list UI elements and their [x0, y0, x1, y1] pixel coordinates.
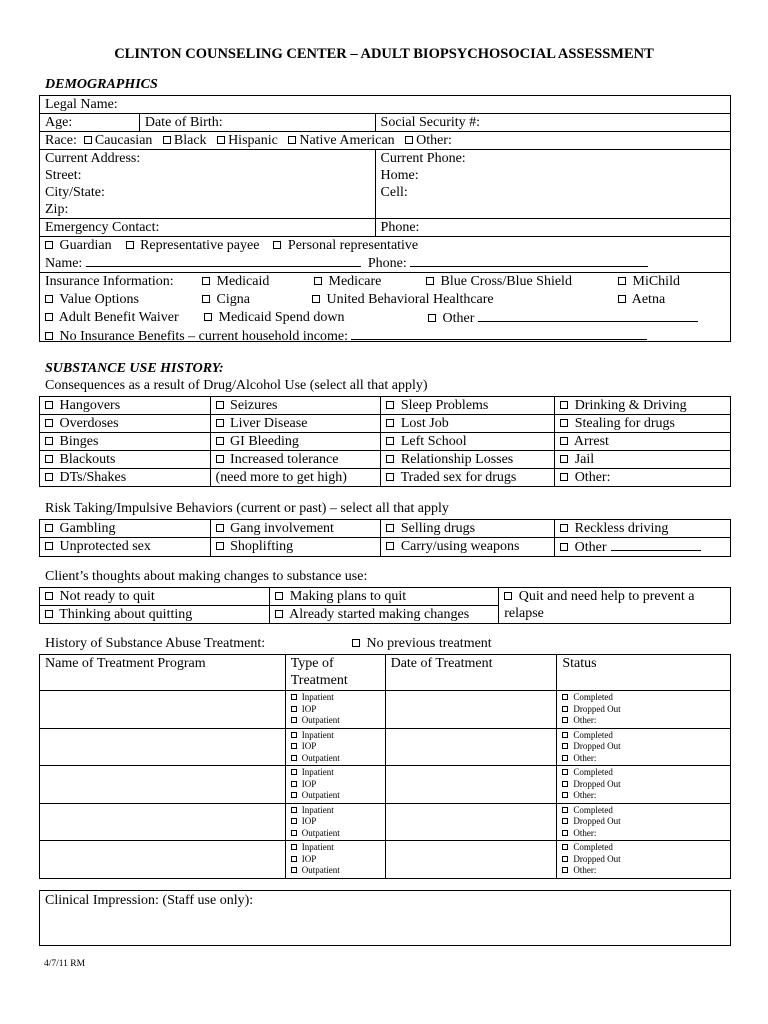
checkbox-icon	[562, 781, 568, 787]
consequence-option[interactable]: GI Bleeding	[210, 433, 381, 451]
treatment-status-option[interactable]: Other:	[562, 715, 725, 727]
treatment-type-cell	[285, 841, 385, 879]
checkbox-icon	[45, 419, 53, 427]
race-option[interactable]: Native American	[288, 133, 394, 148]
risk-option[interactable]: Selling drugs	[381, 520, 555, 538]
demographics-heading: DEMOGRAPHICS	[45, 77, 158, 92]
treatment-status-option[interactable]: Dropped Out	[562, 854, 725, 866]
treatment-date-cell[interactable]	[385, 691, 557, 729]
treatment-type-option[interactable]: Outpatient	[291, 715, 380, 727]
thought-option[interactable]: Already started making changes	[270, 606, 499, 624]
checkbox-icon	[126, 241, 134, 249]
treatment-type-option[interactable]: Outpatient	[291, 865, 380, 877]
treatment-type-option[interactable]: Outpatient	[291, 753, 380, 765]
treatment-status-option[interactable]: Completed	[562, 692, 725, 704]
treatment-status-option[interactable]: Completed	[562, 730, 725, 742]
checkbox-icon	[288, 136, 296, 144]
checkbox-icon	[291, 755, 297, 761]
checkbox-icon	[291, 856, 297, 862]
treatment-type-option[interactable]: IOP	[291, 704, 380, 716]
checkbox-icon	[45, 542, 53, 550]
treatment-header: Status	[557, 655, 731, 691]
consequences-table	[39, 396, 731, 487]
treatment-type-option[interactable]: Inpatient	[291, 692, 380, 704]
demographics-table	[39, 95, 731, 342]
consequence-option[interactable]: Jail	[555, 451, 731, 469]
insurance-option[interactable]: Blue Cross/Blue Shield	[426, 273, 572, 290]
treatment-status-cell	[557, 766, 731, 804]
checkbox-icon	[291, 867, 297, 873]
checkbox-icon	[216, 542, 224, 550]
treatment-date-cell[interactable]	[385, 766, 557, 804]
checkbox-icon	[562, 706, 568, 712]
treatment-type-option[interactable]: Outpatient	[291, 828, 380, 840]
consequence-option[interactable]: Other:	[555, 469, 731, 487]
checkbox-icon	[45, 455, 53, 463]
consequence-row	[40, 451, 731, 469]
risk-option[interactable]: Unprotected sex	[40, 538, 211, 557]
checkbox-icon	[386, 419, 394, 427]
treatment-status-option[interactable]: Other:	[562, 865, 725, 877]
treatment-program-cell[interactable]	[40, 766, 286, 804]
checkbox-icon	[405, 136, 413, 144]
dob-field[interactable]: Date of Birth:	[139, 114, 375, 132]
thought-option[interactable]: Thinking about quitting	[40, 606, 270, 624]
treatment-status-option[interactable]: Completed	[562, 842, 725, 854]
checkbox-icon	[562, 818, 568, 824]
checkbox-icon	[216, 401, 224, 409]
treatment-type-cell	[285, 728, 385, 766]
risk-row	[40, 538, 731, 557]
checkbox-icon	[562, 694, 568, 700]
treatment-header: Date of Treatment	[385, 655, 557, 691]
race-option[interactable]: Caucasian	[84, 133, 153, 148]
consequence-option[interactable]: Binges	[40, 433, 211, 451]
treatment-header: Name of Treatment Program	[40, 655, 286, 691]
checkbox-icon	[562, 792, 568, 798]
checkbox-icon	[291, 732, 297, 738]
footer-code: 4/7/11 RM	[44, 959, 86, 969]
ssn-field[interactable]: Social Security #:	[375, 114, 730, 132]
emergency-contact-field[interactable]: Emergency Contact:	[40, 219, 376, 237]
address-block[interactable]: Current Address: Street: City/State: Zip:	[40, 150, 376, 219]
consequence-row	[40, 415, 731, 433]
household-income-line[interactable]	[351, 327, 647, 340]
checkbox-icon	[45, 592, 53, 600]
treatment-date-cell[interactable]	[385, 841, 557, 879]
treatment-status-option[interactable]: Other:	[562, 790, 725, 802]
checkbox-icon	[560, 419, 568, 427]
emergency-phone-field[interactable]: Phone:	[375, 219, 730, 237]
treatment-program-cell[interactable]	[40, 841, 286, 879]
checkbox-icon	[562, 769, 568, 775]
checkbox-icon	[45, 473, 53, 481]
treatment-status-option[interactable]: Completed	[562, 767, 725, 779]
insurance-option[interactable]: Other	[428, 309, 698, 327]
consequence-row	[40, 433, 731, 451]
checkbox-icon	[562, 717, 568, 723]
race-option[interactable]: Other:	[405, 133, 452, 148]
treatment-status-option[interactable]: Dropped Out	[562, 779, 725, 791]
treatment-type-cell	[285, 803, 385, 841]
insurance-option[interactable]: Aetna	[618, 291, 665, 308]
checkbox-icon	[560, 401, 568, 409]
checkbox-icon	[562, 856, 568, 862]
checkbox-icon	[45, 332, 53, 340]
consequence-option[interactable]: Drinking & Driving	[555, 397, 731, 415]
checkbox-icon	[314, 277, 322, 285]
treatment-row	[40, 841, 731, 879]
thought-option[interactable]: Not ready to quit	[40, 588, 270, 606]
checkbox-icon	[386, 401, 394, 409]
risk-option[interactable]: Carry/using weapons	[381, 538, 555, 557]
risk-other-line[interactable]	[611, 538, 701, 551]
risk-label: Risk Taking/Impulsive Behaviors (current or past) – select all that apply	[45, 501, 449, 516]
checkbox-icon	[202, 295, 210, 303]
thought-option[interactable]: Making plans to quit	[270, 588, 499, 606]
checkbox-icon	[560, 455, 568, 463]
consequence-option[interactable]: Seizures	[210, 397, 381, 415]
consequences-label: Consequences as a result of Drug/Alcohol Use (select all that apply)	[45, 378, 428, 393]
treatment-program-cell[interactable]	[40, 728, 286, 766]
form-title: CLINTON COUNSELING CENTER – ADULT BIOPSYCHOSOCIAL ASSESSMENT	[114, 46, 654, 62]
clinical-impression-label: Clinical Impression: (Staff use only):	[45, 893, 254, 908]
checkbox-icon	[291, 694, 297, 700]
guardian-phone-line[interactable]	[410, 254, 648, 267]
insurance-block: Insurance Information: Medicaid Medicare Blue Cross/Blue Shield MiChild Value Options Cigna United Behavioral Healthcare Aetna Adult Benefit Waiver Medicaid Spend down Other No Insurance Benefits – current household income:	[40, 273, 731, 342]
treatment-row	[40, 728, 731, 766]
consequence-option[interactable]: Left School	[381, 433, 555, 451]
treatment-type-cell	[285, 766, 385, 804]
checkbox-icon	[562, 807, 568, 813]
consequence-option[interactable]: Stealing for drugs	[555, 415, 731, 433]
consequence-option[interactable]: Hangovers	[40, 397, 211, 415]
checkbox-icon	[562, 867, 568, 873]
checkbox-icon	[560, 524, 568, 532]
treatment-status-cell	[557, 803, 731, 841]
checkbox-icon	[291, 830, 297, 836]
risk-option[interactable]: Gang involvement	[210, 520, 381, 538]
checkbox-icon	[216, 437, 224, 445]
checkbox-icon	[386, 524, 394, 532]
checkbox-icon	[45, 401, 53, 409]
checkbox-icon	[562, 755, 568, 761]
risk-table	[39, 519, 731, 557]
consequence-note: (need more to get high)	[210, 469, 381, 487]
checkbox-icon	[275, 610, 283, 618]
treatment-type-option[interactable]: IOP	[291, 854, 380, 866]
consequence-option[interactable]: DTs/Shakes	[40, 469, 211, 487]
risk-option[interactable]: Other	[555, 538, 731, 557]
checkbox-icon	[216, 524, 224, 532]
checkbox-icon	[560, 473, 568, 481]
guardian-name-line[interactable]	[86, 254, 361, 267]
thoughts-table	[39, 587, 731, 624]
treatment-status-option[interactable]: Other:	[562, 828, 725, 840]
treatment-label: History of Substance Abuse Treatment:	[45, 636, 266, 651]
checkbox-icon	[426, 277, 434, 285]
checkbox-icon	[275, 592, 283, 600]
risk-option[interactable]: Reckless driving	[555, 520, 731, 538]
consequence-option[interactable]: Blackouts	[40, 451, 211, 469]
treatment-status-cell	[557, 841, 731, 879]
race-option[interactable]: Hispanic	[217, 133, 278, 148]
treatment-type-cell	[285, 691, 385, 729]
insurance-option[interactable]: Medicaid	[202, 273, 269, 290]
treatment-type-option[interactable]: IOP	[291, 779, 380, 791]
checkbox-icon	[204, 313, 212, 321]
checkbox-icon	[562, 743, 568, 749]
treatment-type-option[interactable]: Inpatient	[291, 730, 380, 742]
treatment-program-cell[interactable]	[40, 803, 286, 841]
checkbox-icon	[291, 743, 297, 749]
guardian-option[interactable]: Representative payee	[126, 238, 260, 253]
checkbox-icon	[386, 455, 394, 463]
checkbox-icon	[163, 136, 171, 144]
checkbox-icon	[217, 136, 225, 144]
checkbox-icon	[45, 437, 53, 445]
insurance-option[interactable]: United Behavioral Healthcare	[312, 291, 494, 308]
treatment-status-option[interactable]: Other:	[562, 753, 725, 765]
treatment-status-option[interactable]: Completed	[562, 805, 725, 817]
checkbox-icon	[291, 792, 297, 798]
checkbox-icon	[386, 542, 394, 550]
checkbox-icon	[386, 473, 394, 481]
treatment-row	[40, 766, 731, 804]
checkbox-icon	[386, 437, 394, 445]
guardian-block: Guardian Representative payee Personal representative Name: Phone:	[40, 237, 731, 273]
checkbox-icon	[273, 241, 281, 249]
treatment-type-option[interactable]: Inpatient	[291, 805, 380, 817]
insurance-option[interactable]: Medicare	[314, 273, 381, 290]
consequence-row	[40, 469, 731, 487]
risk-option[interactable]: Shoplifting	[210, 538, 381, 557]
treatment-status-cell	[557, 691, 731, 729]
checkbox-icon	[45, 241, 53, 249]
race-row: Race: Caucasian Black Hispanic Native American Other:	[40, 132, 731, 150]
guardian-option[interactable]: Guardian	[45, 238, 112, 253]
thought-option[interactable]: Quit and need help to prevent a relapse	[499, 588, 731, 624]
consequence-option[interactable]: Sleep Problems	[381, 397, 555, 415]
consequence-option[interactable]: Traded sex for drugs	[381, 469, 555, 487]
checkbox-icon	[84, 136, 92, 144]
treatment-type-option[interactable]: IOP	[291, 816, 380, 828]
phone-block[interactable]: Current Phone: Home: Cell:	[375, 150, 730, 219]
treatment-type-option[interactable]: Inpatient	[291, 767, 380, 779]
checkbox-icon	[202, 277, 210, 285]
consequence-option[interactable]: Liver Disease	[210, 415, 381, 433]
checkbox-icon	[562, 732, 568, 738]
treatment-header: Type of Treatment	[285, 655, 385, 691]
checkbox-icon	[504, 592, 512, 600]
consequence-option[interactable]: Lost Job	[381, 415, 555, 433]
insurance-option[interactable]: Cigna	[202, 291, 250, 308]
consequence-option[interactable]: Overdoses	[40, 415, 211, 433]
checkbox-icon	[352, 639, 360, 647]
treatment-status-option[interactable]: Dropped Out	[562, 741, 725, 753]
checkbox-icon	[45, 313, 53, 321]
treatment-row	[40, 691, 731, 729]
treatment-type-option[interactable]: Inpatient	[291, 842, 380, 854]
treatment-table	[39, 654, 731, 879]
thoughts-label: Client’s thoughts about making changes to substance use:	[45, 569, 368, 584]
checkbox-icon	[216, 419, 224, 427]
treatment-type-option[interactable]: Outpatient	[291, 790, 380, 802]
checkbox-icon	[45, 295, 53, 303]
no-previous-option[interactable]: No previous treatment	[352, 636, 492, 652]
checkbox-icon	[562, 830, 568, 836]
treatment-date-cell[interactable]	[385, 803, 557, 841]
treatment-status-option[interactable]: Dropped Out	[562, 816, 725, 828]
clinical-impression-box[interactable]	[39, 890, 731, 946]
insurance-option[interactable]: MiChild	[618, 273, 680, 290]
treatment-row	[40, 803, 731, 841]
insurance-option[interactable]: Adult Benefit Waiver	[45, 309, 179, 326]
checkbox-icon	[428, 314, 436, 322]
checkbox-icon	[216, 455, 224, 463]
treatment-date-cell[interactable]	[385, 728, 557, 766]
checkbox-icon	[291, 807, 297, 813]
race-option[interactable]: Black	[163, 133, 207, 148]
treatment-status-option[interactable]: Dropped Out	[562, 704, 725, 716]
treatment-type-option[interactable]: IOP	[291, 741, 380, 753]
consequence-option[interactable]: Arrest	[555, 433, 731, 451]
substance-heading: SUBSTANCE USE HISTORY:	[45, 361, 224, 376]
legal-name-field[interactable]: Legal Name:	[40, 96, 731, 114]
checkbox-icon	[560, 543, 568, 551]
risk-row	[40, 520, 731, 538]
checkbox-icon	[560, 437, 568, 445]
insurance-option[interactable]: Value Options	[45, 291, 139, 308]
consequence-row	[40, 397, 731, 415]
no-insurance-option[interactable]: No Insurance Benefits – current household income:	[45, 327, 647, 345]
age-field[interactable]: Age:	[40, 114, 140, 132]
checkbox-icon	[312, 295, 320, 303]
treatment-status-cell	[557, 728, 731, 766]
treatment-program-cell[interactable]	[40, 691, 286, 729]
checkbox-icon	[291, 844, 297, 850]
checkbox-icon	[291, 717, 297, 723]
checkbox-icon	[291, 706, 297, 712]
checkbox-icon	[618, 295, 626, 303]
checkbox-icon	[45, 524, 53, 532]
checkbox-icon	[291, 769, 297, 775]
guardian-option[interactable]: Personal representative	[273, 238, 418, 253]
checkbox-icon	[562, 844, 568, 850]
checkbox-icon	[45, 610, 53, 618]
risk-option[interactable]: Gambling	[40, 520, 211, 538]
consequence-option[interactable]: Increased tolerance	[210, 451, 381, 469]
checkbox-icon	[291, 818, 297, 824]
consequence-option[interactable]: Relationship Losses	[381, 451, 555, 469]
checkbox-icon	[618, 277, 626, 285]
checkbox-icon	[291, 781, 297, 787]
insurance-other-line[interactable]	[478, 309, 698, 322]
insurance-option[interactable]: Medicaid Spend down	[204, 309, 344, 326]
